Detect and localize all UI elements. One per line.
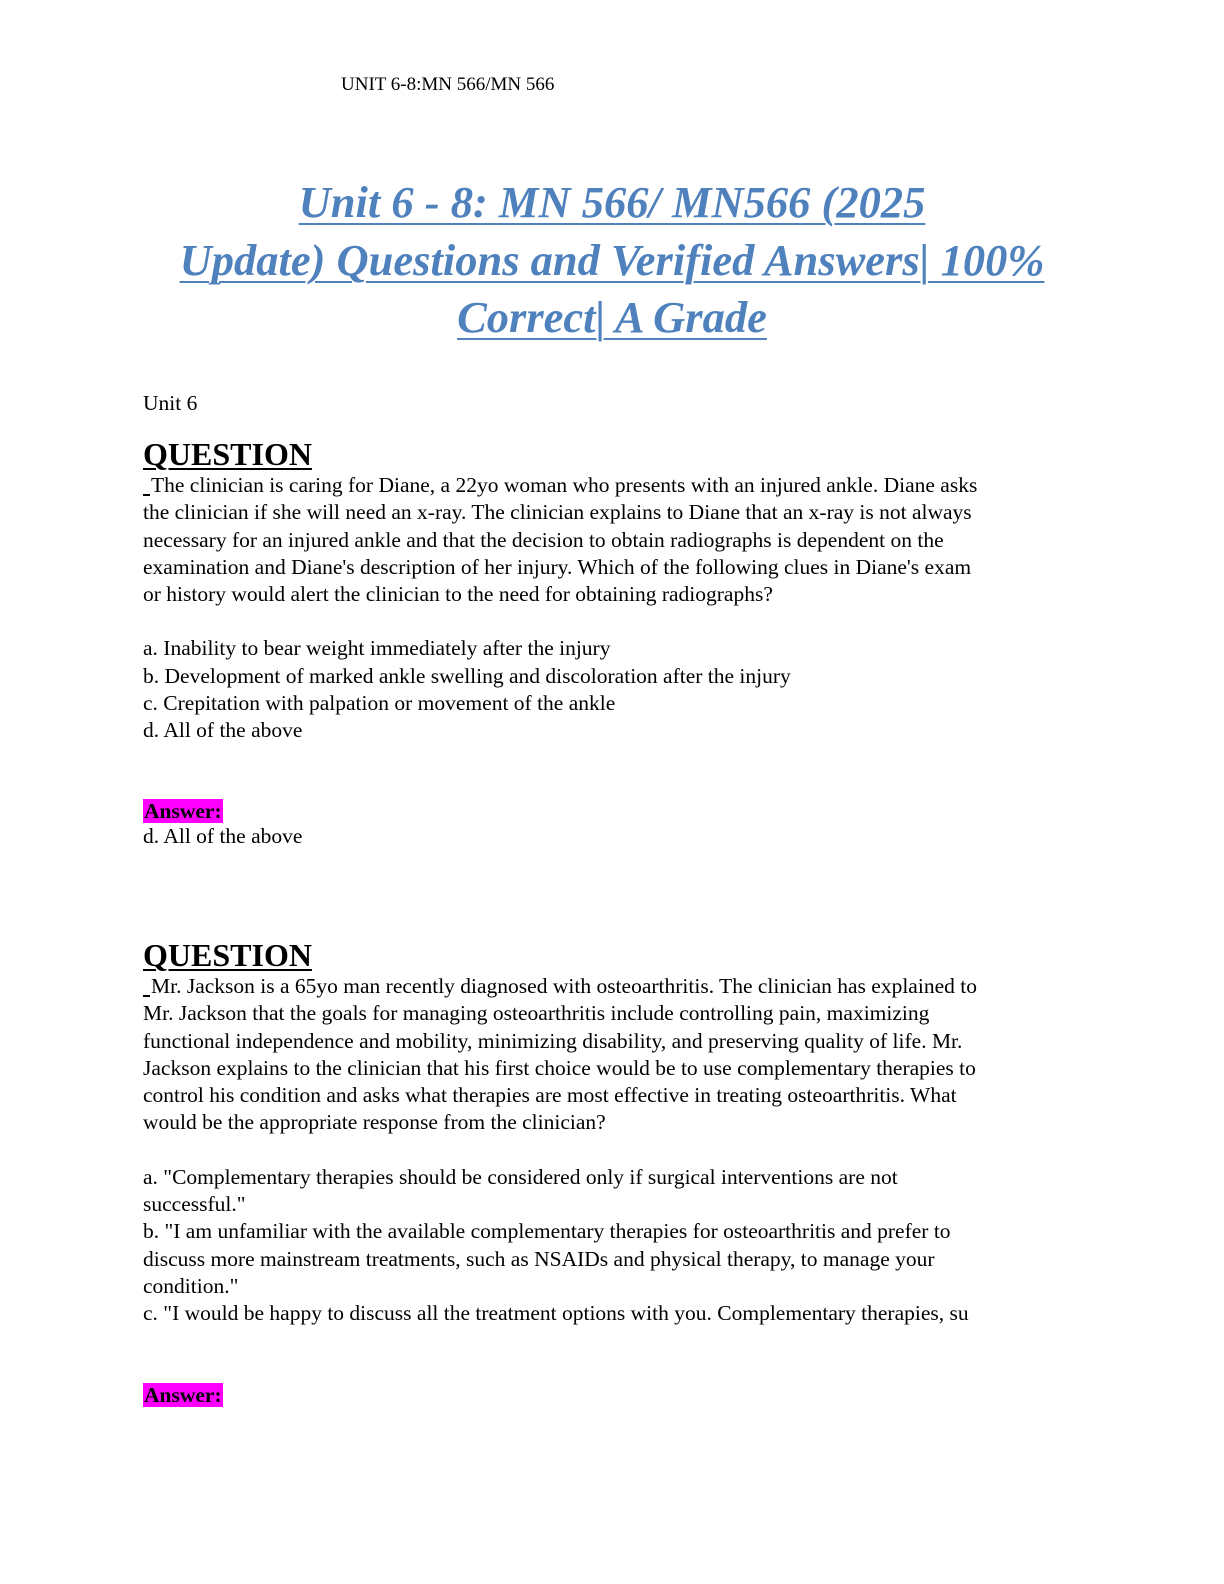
option-b: b. "I am unfamiliar with the available complementary therapies for osteoarthritis and prefer to — [143, 1219, 951, 1244]
answer-label: Answer: — [144, 799, 222, 823]
stem-line: functional independence and mobility, minimizing disability, and preserving quality of life. Mr. — [143, 1028, 963, 1053]
unit-label: Unit 6 — [143, 391, 198, 415]
option-b: b. Development of marked ankle swelling and discoloration after the injury — [143, 663, 791, 688]
option-b-continued: discuss more mainstream treatments, such as NSAIDs and physical therapy, to manage your — [143, 1246, 935, 1271]
option-c: c. "I would be happy to discuss all the treatment options with you. Complementary therapies, su — [143, 1301, 969, 1326]
stem-line: would be the appropriate response from the clinician? — [143, 1110, 606, 1135]
document-title — [120, 174, 1104, 347]
stem-line: or history would alert the clinician to the need for obtaining radiographs? — [143, 582, 773, 607]
question-heading: QUESTION — [143, 937, 312, 973]
answer-block-1 — [143, 799, 1103, 850]
option-b-continued: condition." — [143, 1273, 239, 1298]
running-header: UNIT 6-8:MN 566/MN 566 — [341, 74, 555, 95]
answer-text: d. All of the above — [143, 824, 303, 848]
option-a-continued: successful." — [143, 1192, 246, 1217]
stem-line: control his condition and asks what therapies are most effective in treating osteoarthritis. What — [143, 1083, 957, 1108]
answer-options — [143, 1164, 1103, 1328]
option-c: c. Crepitation with palpation or movement of the ankle — [143, 691, 616, 716]
stem-line: The clinician is caring for Diane, a 22yo woman who presents with an injured ankle. Diane asks — [151, 473, 978, 497]
option-d: d. All of the above — [143, 718, 303, 743]
bullet-mark — [143, 494, 150, 496]
question-stem — [143, 973, 1103, 1137]
stem-line: necessary for an injured ankle and that the decision to obtain radiographs is dependent on the — [143, 527, 944, 552]
stem-line: Mr. Jackson is a 65yo man recently diagnosed with osteoarthritis. The clinician has explained to — [151, 974, 977, 998]
stem-line: Mr. Jackson that the goals for managing osteoarthritis include controlling pain, maximizing — [143, 1001, 930, 1026]
question-block-1 — [143, 436, 1103, 745]
answer-options — [143, 635, 1103, 744]
answer-block-2 — [143, 1383, 1103, 1407]
question-heading: QUESTION — [143, 436, 312, 472]
option-a: a. "Complementary therapies should be considered only if surgical interventions are not — [143, 1164, 898, 1189]
question-block-2 — [143, 937, 1103, 1328]
bullet-mark — [143, 995, 150, 997]
option-a: a. Inability to bear weight immediately after the injury — [143, 636, 611, 661]
document-title-line-1: Unit 6 - 8: MN 566/ MN566 (2025 — [298, 177, 926, 227]
stem-line: Jackson explains to the clinician that his first choice would be to use complementary therapies to — [143, 1055, 976, 1080]
stem-line: the clinician if she will need an x-ray. The clinician explains to Diane that an x-ray is not always — [143, 500, 972, 525]
answer-label: Answer: — [144, 1383, 222, 1407]
question-stem — [143, 472, 1103, 608]
stem-line: examination and Diane's description of her injury. Which of the following clues in Diane's exam — [143, 554, 972, 579]
document-title-line-3: Correct| A Grade — [457, 292, 767, 342]
document-title-line-2: Update) Questions and Verified Answers| 100% — [179, 234, 1045, 285]
